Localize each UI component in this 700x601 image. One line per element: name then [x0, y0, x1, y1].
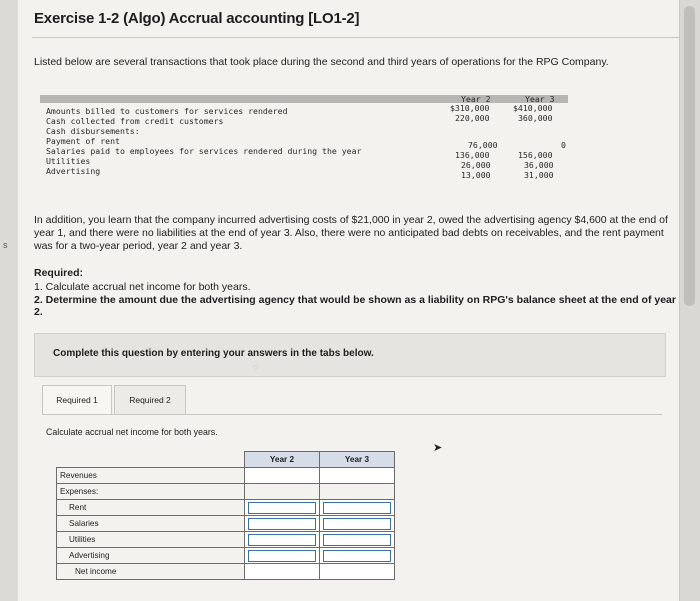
- net-income-year3-input[interactable]: [320, 564, 395, 580]
- row-label-utilities: Utilities: [57, 532, 245, 548]
- complete-question-banner: [34, 333, 666, 377]
- additional-info-text: In addition, you learn that the company incurred advertising costs of $21,000 in year 2, owed the advertising agency $4,600 at the end of year 1, and there were no liabilities at the end of year 3. Also, there were no anticipated bad debts on receivables, and the rent payment was for a two-year period, year 2 and year 3.: [34, 214, 668, 252]
- rent-year2-field[interactable]: [248, 502, 316, 514]
- salaries-year2-field[interactable]: [248, 518, 316, 530]
- advertising-year2-field[interactable]: [248, 550, 316, 562]
- transaction-y3: 31,000: [524, 170, 554, 180]
- complete-question-text: Complete this question by entering your answers in the tabs below.: [53, 348, 374, 359]
- salaries-year2-input[interactable]: [245, 516, 320, 532]
- advertising-year2-input[interactable]: [245, 548, 320, 564]
- transaction-label: Cash collected from credit customers: [46, 116, 224, 126]
- rent-year2-input[interactable]: [245, 500, 320, 516]
- utilities-year3-field[interactable]: [323, 534, 391, 546]
- transaction-y2: 136,000: [455, 150, 490, 160]
- answer-table: [56, 451, 395, 580]
- net-income-year2-input[interactable]: [245, 564, 320, 580]
- required-item-2: 2. Determine the amount due the advertising agency that would be shown as a liability on RPG's balance sheet at the end of year 2.: [34, 294, 676, 318]
- title-divider: [32, 37, 680, 38]
- advertising-year3-field[interactable]: [323, 550, 391, 562]
- rent-year3-input[interactable]: [320, 500, 395, 516]
- page: [18, 0, 680, 601]
- row-label-rent: Rent: [57, 500, 245, 516]
- answer-header-year3: Year 3: [320, 452, 395, 468]
- expenses-year2-cell: [245, 484, 320, 500]
- transaction-label: Advertising: [46, 166, 101, 176]
- advertising-year3-input[interactable]: [320, 548, 395, 564]
- utilities-year2-input[interactable]: [245, 532, 320, 548]
- transaction-y2: 13,000: [461, 170, 491, 180]
- transaction-y3: 360,000: [518, 113, 553, 123]
- cursor-icon: ◌: [253, 362, 259, 372]
- answer-header-year2: Year 2: [245, 452, 320, 468]
- transaction-y3: 36,000: [524, 160, 554, 170]
- answer-table-corner: [57, 452, 245, 468]
- required-item-1: 1. Calculate accrual net income for both years.: [34, 281, 251, 293]
- left-page-edge: [0, 0, 18, 601]
- page-title: Exercise 1-2 (Algo) Accrual accounting [LO1-2]: [34, 10, 360, 27]
- edge-mark: s: [3, 240, 8, 250]
- row-label-advertising: Advertising: [57, 548, 245, 564]
- tab-required-2[interactable]: Required 2: [114, 385, 186, 415]
- transaction-y2: 26,000: [461, 160, 491, 170]
- tab-divider: [42, 414, 662, 415]
- required-heading: Required:: [34, 267, 84, 279]
- revenues-year3-input[interactable]: [320, 468, 395, 484]
- row-label-salaries: Salaries: [57, 516, 245, 532]
- transaction-y2: 76,000: [468, 140, 498, 150]
- tab-required-1[interactable]: Required 1: [42, 385, 112, 415]
- utilities-year3-input[interactable]: [320, 532, 395, 548]
- transaction-y2: 220,000: [455, 113, 490, 123]
- row-label-expenses: Expenses:: [57, 484, 245, 500]
- transactions-block: [40, 95, 568, 187]
- transaction-label: Salaries paid to employees for services rendered during the year: [46, 146, 362, 156]
- tab-instruction: Calculate accrual net income for both years.: [46, 427, 218, 437]
- transaction-y3: $410,000: [513, 103, 553, 113]
- transaction-y2: $310,000: [450, 103, 490, 113]
- salaries-year3-field[interactable]: [323, 518, 391, 530]
- vertical-scrollbar[interactable]: [679, 0, 700, 601]
- utilities-year2-field[interactable]: [248, 534, 316, 546]
- transaction-y3: 156,000: [518, 150, 553, 160]
- transactions-header-year3: Year 3: [525, 94, 555, 104]
- transaction-label: Amounts billed to customers for services rendered: [46, 106, 288, 116]
- transactions-header-year2: Year 2: [461, 94, 491, 104]
- rent-year3-field[interactable]: [323, 502, 391, 514]
- row-label-revenues: Revenues: [57, 468, 245, 484]
- arrow-icon: ➤: [433, 442, 443, 454]
- revenues-year2-input[interactable]: [245, 468, 320, 484]
- transaction-label: Payment of rent: [46, 136, 120, 146]
- transaction-label: Cash disbursements:: [46, 126, 140, 136]
- expenses-year3-cell: [320, 484, 395, 500]
- row-label-net-income: Net income: [57, 564, 245, 580]
- transaction-y3: 0: [561, 140, 566, 150]
- transaction-label: Utilities: [46, 156, 91, 166]
- intro-text: Listed below are several transactions that took place during the second and third years of operations for the RPG Company.: [34, 56, 609, 68]
- scrollbar-thumb[interactable]: [684, 6, 695, 306]
- salaries-year3-input[interactable]: [320, 516, 395, 532]
